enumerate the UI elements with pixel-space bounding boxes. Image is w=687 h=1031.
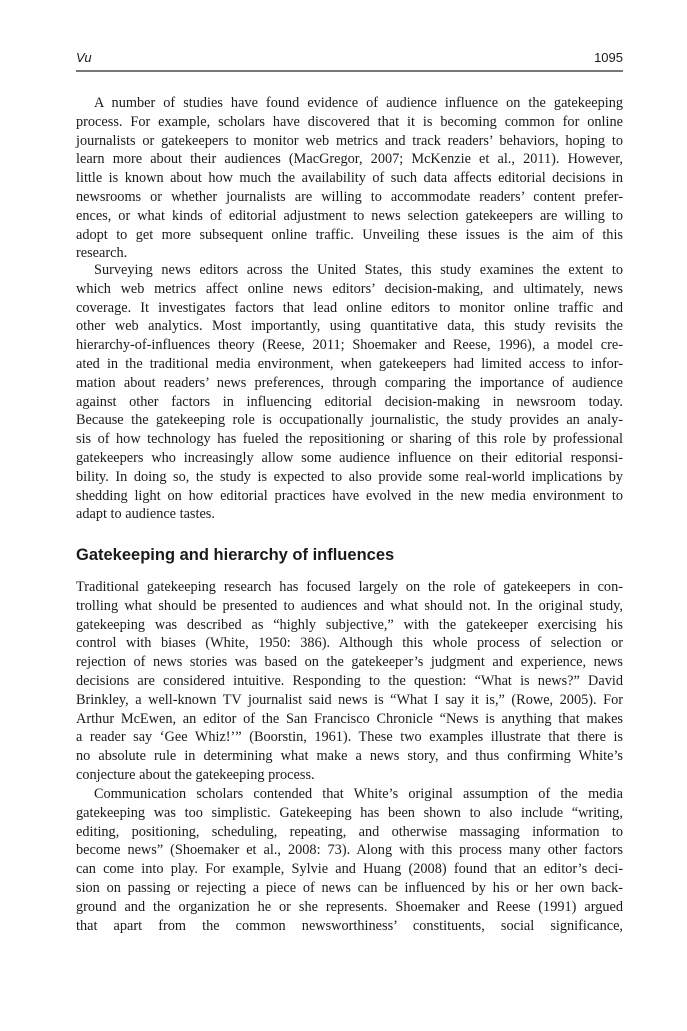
page-number: 1095 <box>594 50 623 65</box>
text-line: editing, positioning, scheduling, repeating, and otherwise massaging information to <box>76 823 623 840</box>
text-line: Brinkley, a well-known TV journalist said news is “What I say it is,” (Rowe, 2005). For <box>76 691 623 708</box>
text-line: adopt to get more subsequent online traffic. Unveiling these issues is the aim of this <box>76 226 623 243</box>
text-line: no absolute rule in determining what make a news story, and thus confirming White’s <box>76 748 623 765</box>
text-line: Because the gatekeeping role is occupationally journalistic, the study provides an analy- <box>76 412 623 429</box>
text-line: decisions are considered intuitive. Responding to the question: “What is news?” David <box>76 672 623 689</box>
text-line: coverage. It investigates factors that lead online editors to monitor online traffic and <box>76 299 623 316</box>
text-line: research. <box>76 245 128 262</box>
text-line: ground and the organization he or she represents. Shoemaker and Reese (1991) argued <box>76 898 623 915</box>
paragraph-2 <box>76 261 623 524</box>
running-header-author: Vu <box>76 50 92 65</box>
text-line: sion on passing or rejecting a piece of news can be influenced by his or her own back- <box>76 879 623 896</box>
text-line: against other factors in influencing editorial decision-making in newsroom today. <box>76 393 623 410</box>
text-line: Surveying news editors across the United States, this study examines the extent to <box>94 262 623 278</box>
text-line: become news” (Shoemaker et al., 2008: 73). Along with this process many other factors <box>76 842 623 859</box>
text-line: control with biases (White, 1950: 386). Although this whole process of selection or <box>76 635 623 652</box>
text-line: that apart from the common newsworthiness’ constituents, social significance, <box>76 917 623 934</box>
text-line: which web metrics affect online news editors’ decision-making, and ultimately, news <box>76 280 623 297</box>
text-line: Communication scholars contended that White’s original assumption of the media <box>94 786 623 802</box>
section-heading: Gatekeeping and hierarchy of influences <box>76 546 395 564</box>
text-line: ated in the traditional media environment, when gatekeepers had limited access to infor- <box>76 355 623 372</box>
text-line: gatekeeping was too simplistic. Gatekeeping has been shown to also include “writing, <box>76 804 623 821</box>
text-line: bility. In doing so, the study is expected to also provide some real-world implications by <box>76 468 623 485</box>
text-line: can come into play. For example, Sylvie and Huang (2008) found that an editor’s deci- <box>76 861 623 878</box>
text-line: ences, or what kinds of editorial adjustment to news selection gatekeepers are willing to <box>76 207 623 224</box>
text-line: conjecture about the gatekeeping process. <box>76 766 315 783</box>
text-line: journalists or gatekeepers to monitor web metrics and track readers’ behaviors, hoping to <box>76 132 623 149</box>
text-line: a reader say ‘Gee Whiz!’” (Boorstin, 1961). These two examples illustrate that there is <box>76 729 623 746</box>
text-line: other web analytics. Most importantly, using quantitative data, this study revisits the <box>76 318 623 335</box>
text-line: hierarchy-of-influences theory (Reese, 2011; Shoemaker and Reese, 1996), a model cre- <box>76 337 623 354</box>
text-line: sis of how technology has fueled the repositioning or sharing of this role by professional <box>76 431 623 448</box>
paragraph-3 <box>76 578 623 785</box>
text-line: newsrooms or whether journalists are willing to accommodate readers’ content prefer- <box>76 188 623 205</box>
text-line: learn more about their audiences (MacGregor, 2007; McKenzie et al., 2011). However, <box>76 151 623 168</box>
text-line: process. For example, scholars have discovered that it is becoming common for online <box>76 113 623 130</box>
text-line: shedding light on how editorial practices have evolved in the new media environment to <box>76 487 623 504</box>
text-line: mation about readers’ news preferences, through comparing the importance of audience <box>76 374 623 391</box>
text-line: A number of studies have found evidence of audience influence on the gatekeeping <box>94 95 623 111</box>
paragraph-1 <box>76 94 623 263</box>
paragraph-4 <box>76 785 623 935</box>
text-line: gatekeepers who increasingly allow some audience influence on their editorial responsi- <box>76 449 623 466</box>
text-line: little is known about how much the availability of such data affects editorial decisions in <box>76 170 623 187</box>
text-line: trolling what should be presented to audiences and what should not. In the original study, <box>76 597 623 614</box>
text-line: Arthur McEwen, an editor of the San Francisco Chronicle “News is anything that makes <box>76 710 623 727</box>
header-rule <box>76 70 623 72</box>
text-line: adapt to audience tastes. <box>76 506 215 523</box>
text-line: gatekeeping was described as “highly subjective,” with the gatekeeper exercising his <box>76 616 623 633</box>
text-line: rejection of news stories was based on the gatekeeper’s judgment and experience, news <box>76 654 623 671</box>
text-line: Traditional gatekeeping research has focused largely on the role of gatekeepers in con- <box>76 579 623 595</box>
